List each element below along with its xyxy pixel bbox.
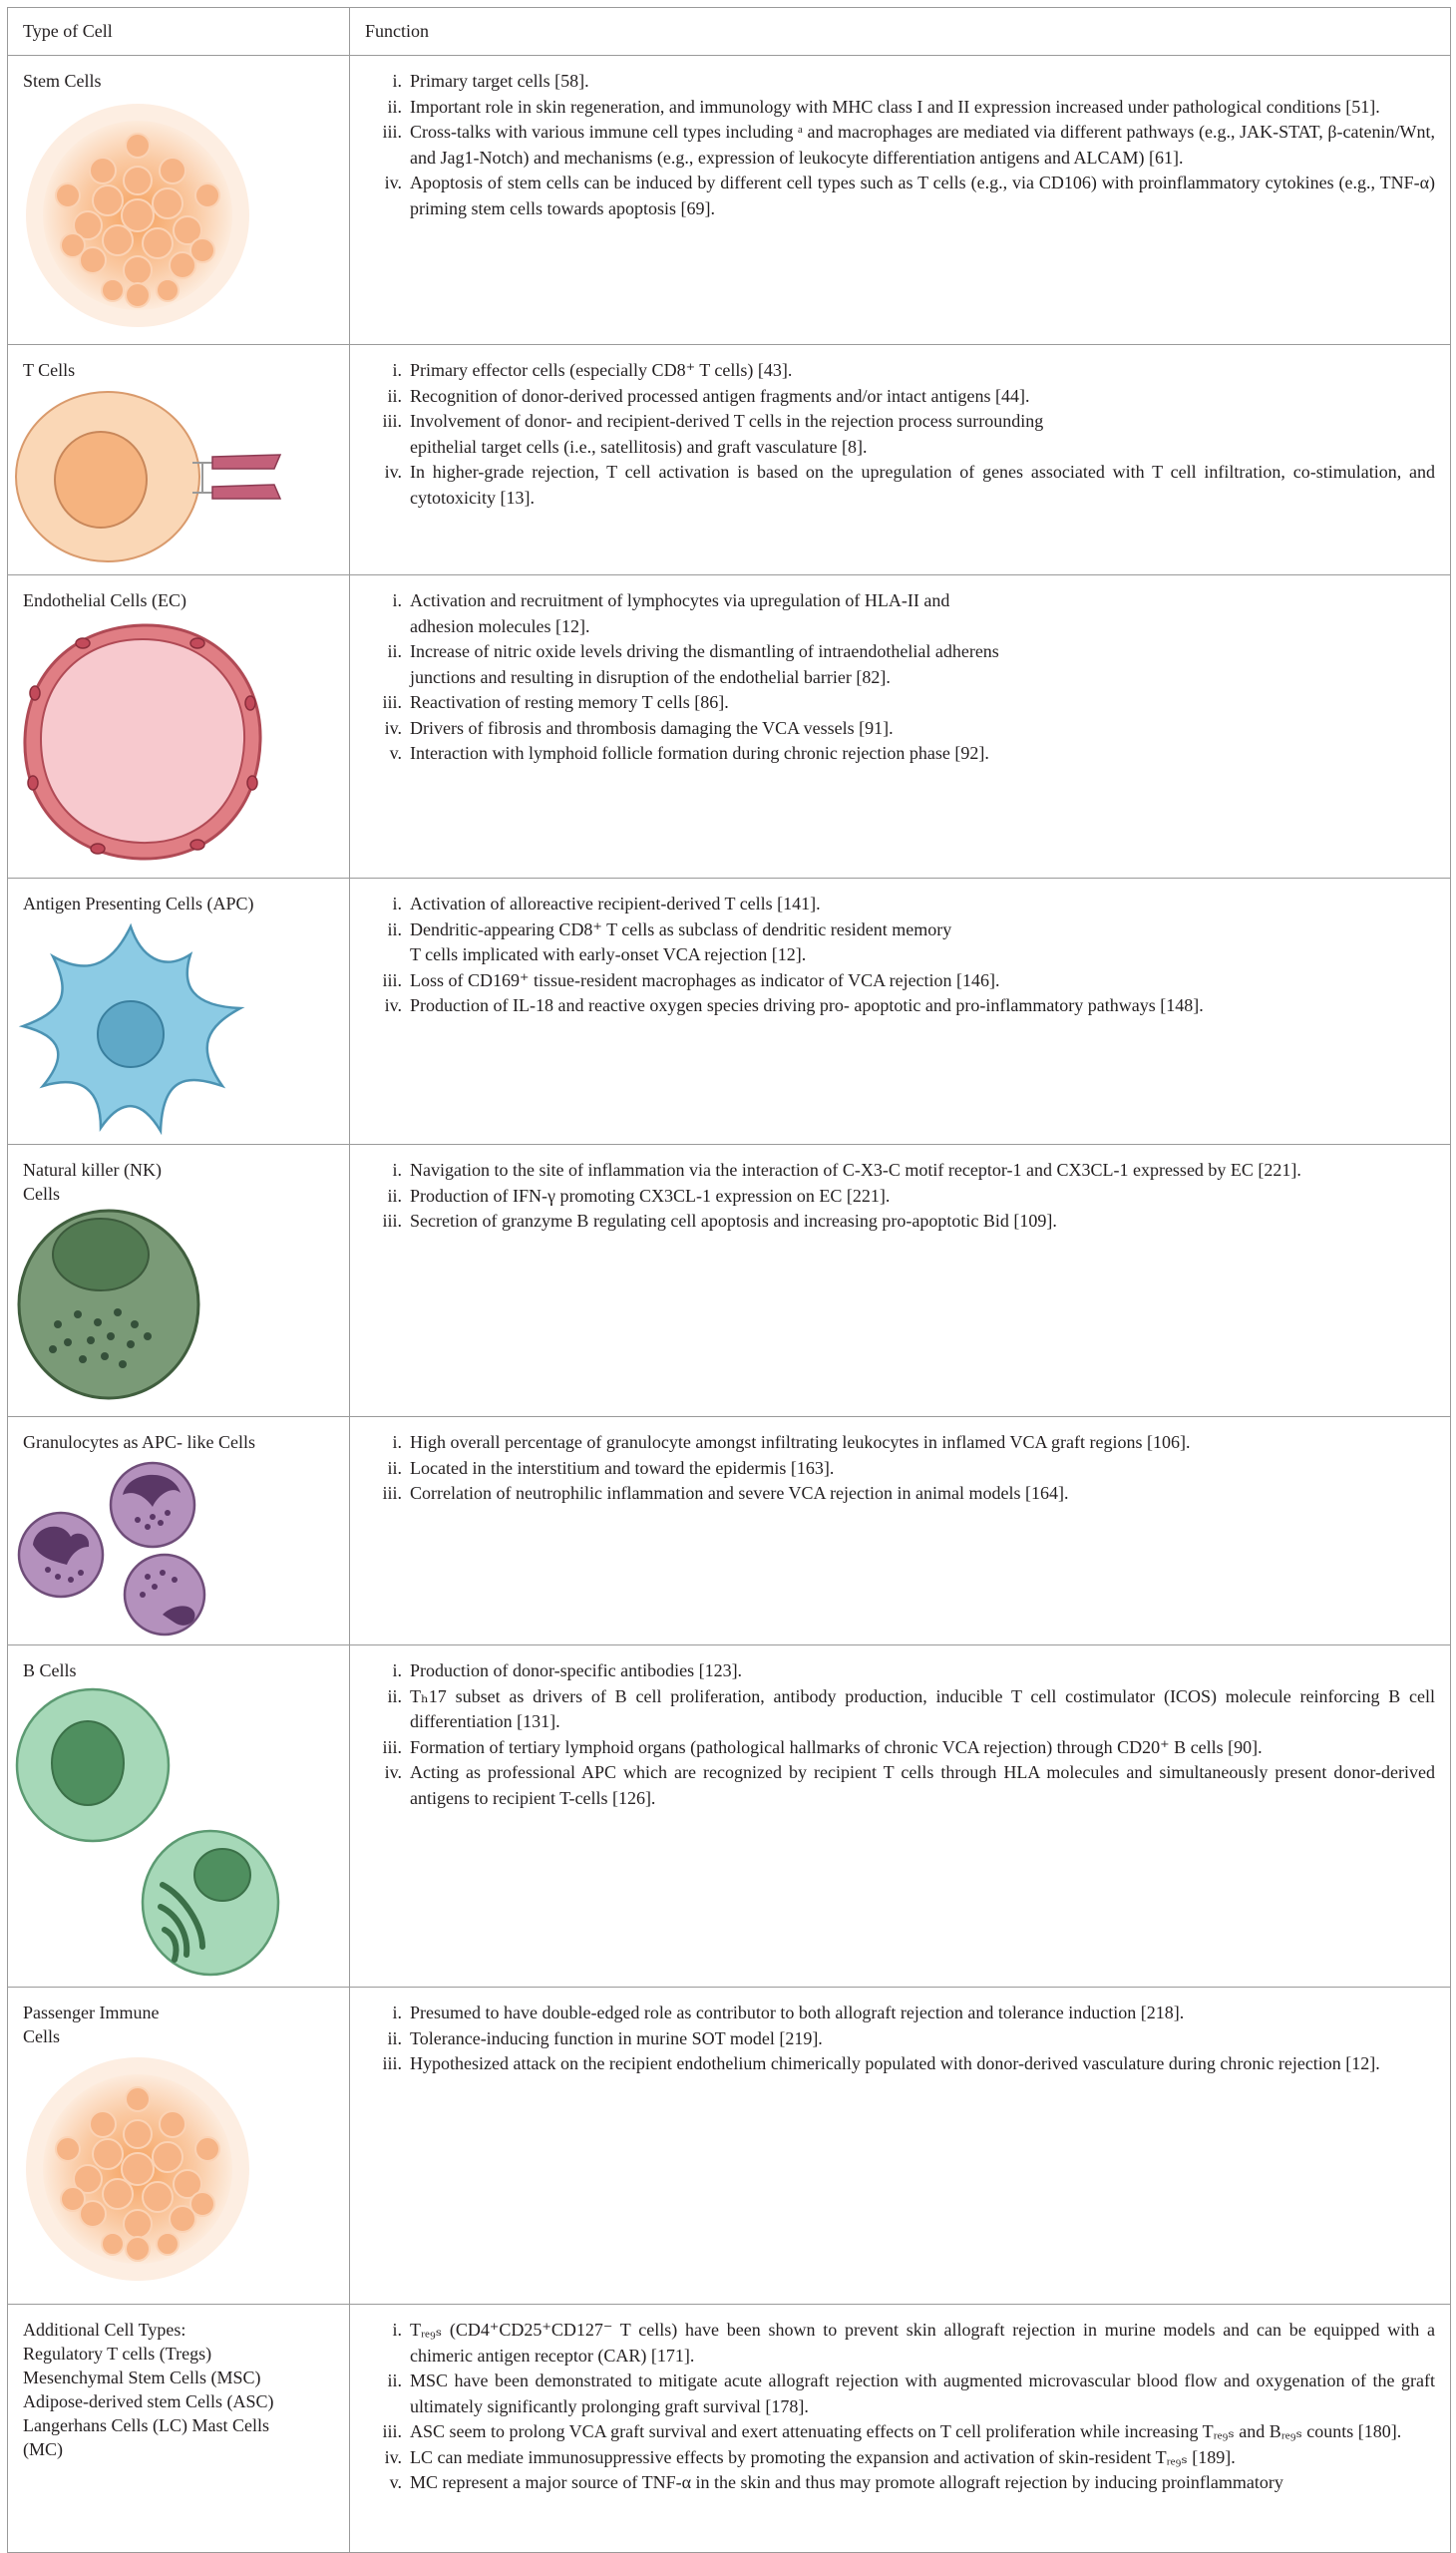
- function-list: [365, 1145, 1435, 1235]
- function-list: [365, 345, 1435, 511]
- list-item: i. Activation of alloreactive recipient-derived T cells [141].: [392, 894, 821, 913]
- list-item: iv. Acting as professional APC which are recognized by recipient T cells through HLA molecules and simultaneously present donor-derived antigens to recipient T-cells [126].: [384, 1762, 1435, 1808]
- antigen-presenting-cell-icon: [13, 916, 252, 1138]
- list-item: iii. Hypothesized attack on the recipient endothelium chimerically populated with donor-derived vasculature during chronic rejection [12].: [382, 2053, 1380, 2073]
- b-cells-icon: [13, 1685, 282, 1980]
- function-list: [365, 879, 1435, 1019]
- list-item: iii. Correlation of neutrophilic inflammation and severe VCA rejection in animal models [164].: [382, 1483, 1069, 1503]
- table-row: [8, 1417, 1450, 1645]
- table-row: [8, 56, 1450, 345]
- list-item: i. Primary target cells [58].: [392, 71, 589, 91]
- list-item: iii. Involvement of donor- and recipient-derived T cells in the rejection process surrounding epithelial target cells (i.e., satellitosis) and graft vasculature [8].: [382, 411, 1044, 457]
- list-item: iv. Production of IL-18 and reactive oxygen species driving pro- apoptotic and pro-inflammatory pathways [148].: [384, 995, 1204, 1015]
- list-item: iii. ASC seem to prolong VCA graft survival and exert attenuating effects on T cell proliferation while increasing Tᵣₑ₉ₛ and Bᵣₑ₉ₛ counts [180].: [382, 2421, 1402, 2441]
- function-list: [365, 1988, 1435, 2077]
- table-row: [8, 1988, 1450, 2305]
- table-row: [8, 879, 1450, 1145]
- function-list: [365, 1417, 1435, 1507]
- cell-type-label: Granulocytes as APC- like Cells: [23, 1432, 255, 1452]
- natural-killer-cell-icon: [13, 1205, 207, 1404]
- t-cell-icon: [13, 385, 292, 564]
- cell-type-label: Additional Cell Types: Regulatory T cells (Tregs) Mesenchymal Stem Cells (MSC) Adipose-derived stem Cells (ASC) Langerhans Cells (LC) Mast Cells (MC): [23, 2320, 274, 2459]
- table-row: [8, 1145, 1450, 1417]
- list-item: i. Production of donor-specific antibodies [123].: [392, 1660, 743, 1680]
- list-item: iii. Reactivation of resting memory T cells [86].: [382, 692, 729, 712]
- list-item: v. Interaction with lymphoid follicle formation during chronic rejection phase [92].: [389, 743, 989, 763]
- header-type-of-cell: Type of Cell: [8, 8, 350, 55]
- function-list: [365, 2305, 1435, 2496]
- list-item: ii. Recognition of donor-derived processed antigen fragments and/or intact antigens [44].: [387, 385, 1030, 406]
- cell-type-label: T Cells: [23, 360, 76, 380]
- list-item: i. Tᵣₑ₉ₛ (CD4⁺CD25⁺CD127⁻ T cells) have been shown to prevent skin allograft rejection in murine models and can be equipped with a chimeric antigen receptor (CAR) [171].: [392, 2320, 1435, 2366]
- function-list: [365, 1645, 1435, 1811]
- table-row: [8, 345, 1450, 575]
- cell-type-label: Endothelial Cells (EC): [23, 590, 186, 610]
- list-item: ii. Increase of nitric oxide levels driving the dismantling of intraendothelial adherens junctions and resulting in disruption of the endothelial barrier [82].: [387, 641, 999, 687]
- list-item: iii. Formation of tertiary lymphoid organs (pathological hallmarks of chronic VCA rejection) through CD20⁺ B cells [90].: [382, 1736, 1263, 1757]
- list-item: iii. Loss of CD169⁺ tissue-resident macrophages as indicator of VCA rejection [146].: [382, 969, 1000, 990]
- granulocyte-cells-icon: [13, 1455, 222, 1640]
- list-item: ii. Dendritic-appearing CD8⁺ T cells as subclass of dendritic resident memory T cells implicated with early-onset VCA rejection [12].: [387, 918, 952, 964]
- list-item: i. High overall percentage of granulocyte amongst infiltrating leukocytes in inflamed VCA graft regions [106].: [392, 1432, 1191, 1452]
- function-list: [365, 56, 1435, 221]
- list-item: i. Navigation to the site of inflammation via the interaction of C-X3-C motif receptor-1 and CX3CL-1 expressed by EC [221].: [392, 1160, 1301, 1180]
- table-row: [8, 2305, 1450, 2552]
- cell-function-table: [7, 7, 1451, 2553]
- list-item: iv. In higher-grade rejection, T cell activation is based on the upregulation of genes associated with T cell infiltration, co-stimulation, and cytotoxicity [13].: [384, 462, 1435, 508]
- table-row: [8, 1645, 1450, 1988]
- list-item: ii. Important role in skin regeneration, and immunology with MHC class I and II expression increased under pathological conditions [51].: [387, 96, 1380, 117]
- list-item: v. MC represent a major source of TNF-α in the skin and thus may promote allograft rejection by inducing proinflammatory: [389, 2472, 1283, 2492]
- list-item: i. Presumed to have double-edged role as contributor to both allograft rejection and tolerance induction [218].: [392, 2003, 1185, 2022]
- list-item: ii. MSC have been demonstrated to mitigate acute allograft rejection with augmented microvascular blood flow and oxygenation of the graft ultimately significantly prolonging graft survival [178].: [387, 2371, 1435, 2416]
- function-list: [365, 575, 1435, 767]
- list-item: i. Primary effector cells (especially CD8⁺ T cells) [43].: [392, 360, 793, 380]
- cell-type-label: Antigen Presenting Cells (APC): [23, 894, 254, 913]
- endothelial-cell-icon: [13, 613, 272, 871]
- list-item: i. Activation and recruitment of lymphocytes via upregulation of HLA-II and adhesion molecules [12].: [392, 590, 950, 636]
- list-item: iv. LC can mediate immunosuppressive effects by promoting the expansion and activation of skin-resident Tᵣₑ₉ₛ [189].: [384, 2446, 1236, 2467]
- list-item: iii. Secretion of granzyme B regulating cell apoptosis and increasing pro-apoptotic Bid [109].: [382, 1211, 1057, 1231]
- cell-type-label: Stem Cells: [23, 71, 102, 91]
- list-item: ii. Tolerance-inducing function in murine SOT model [219].: [387, 2027, 823, 2048]
- stem-cell-cluster-icon: [18, 96, 257, 335]
- header-function: Function: [365, 21, 430, 41]
- cell-type-label: Passenger Immune Cells: [23, 2003, 160, 2046]
- passenger-immune-cell-cluster-icon: [18, 2049, 257, 2289]
- cell-type-label: Natural killer (NK) Cells: [23, 1160, 162, 1204]
- list-item: iii. Cross-talks with various immune cell types including ᵃ and macrophages are mediated via different pathways (e.g., JAK-STAT, β-catenin/Wnt, and Jag1-Notch) and mechanisms (e.g., expression of leukocyte differentiation antigens and ALCAM) [61].: [382, 122, 1435, 168]
- table-row: [8, 575, 1450, 879]
- list-item: iv. Drivers of fibrosis and thrombosis damaging the VCA vessels [91].: [384, 717, 894, 738]
- list-item: ii. Located in the interstitium and toward the epidermis [163].: [387, 1457, 835, 1478]
- table-header: [8, 8, 1450, 56]
- list-item: ii. Production of IFN-γ promoting CX3CL-1 expression on EC [221].: [387, 1185, 891, 1206]
- list-item: iv. Apoptosis of stem cells can be induced by different cell types such as T cells (e.g., via CD106) with proinflammatory cytokines (e.g., TNF-α) priming stem cells towards apoptosis [69].: [384, 173, 1435, 218]
- list-item: ii. Tₕ17 subset as drivers of B cell proliferation, antibody production, inducible T cell costimulator (ICOS) molecule reinforcing B cell differentiation [131].: [387, 1685, 1435, 1731]
- cell-type-label: B Cells: [23, 1660, 77, 1680]
